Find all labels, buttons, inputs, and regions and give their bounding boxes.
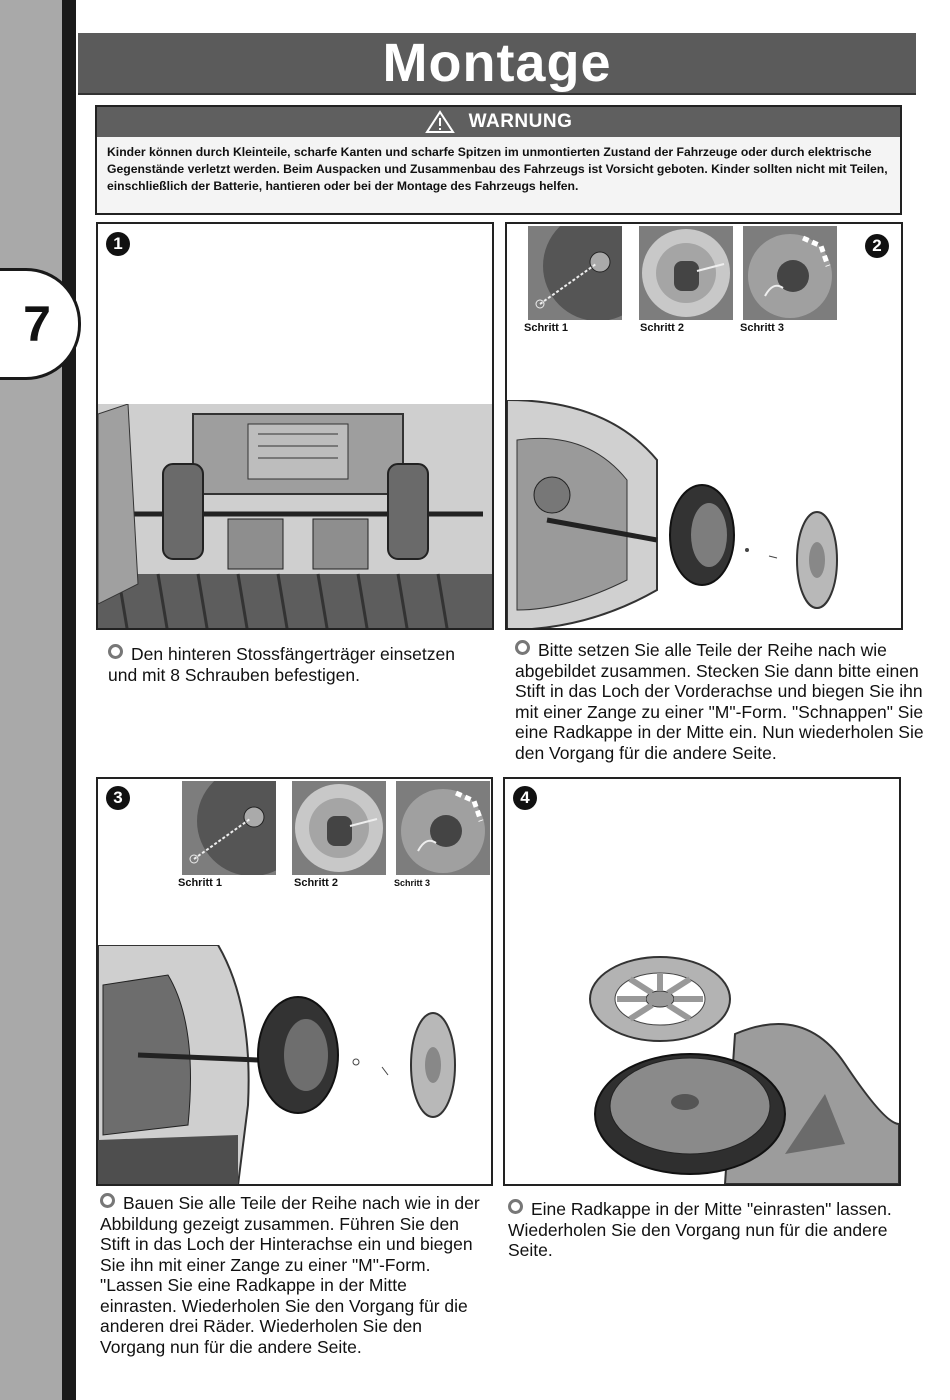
step-2-caption bbox=[515, 640, 925, 763]
step-1-caption bbox=[108, 644, 478, 685]
bullet-circle-icon bbox=[100, 1193, 115, 1208]
step-2-badge: 2 bbox=[865, 234, 889, 258]
step-1-caption-text: Den hinteren Stossfängerträger einsetzen und mit 8 Schrauben befestigen. bbox=[108, 644, 455, 685]
step-1-badge: 1 bbox=[106, 232, 130, 256]
step-3-badge: 3 bbox=[106, 786, 130, 810]
step-3-substep-2-image bbox=[292, 781, 386, 875]
warning-text: Kinder können durch Kleinteile, scharfe Kanten und scharfe Spitzen im unmontierten Zustand der Fahrzeuge oder durch elektrische Gegenstände verletzt werden. Beim Auspacken und Zusammenbau des Fahrzeugs ist Vorsicht geboten. Kinder sollten nicht mit Teilen, einschließlich der Batterie, hantieren oder bei der Montage des Fahrzeugs helfen. bbox=[107, 145, 888, 193]
step-2-substep-3-image bbox=[743, 226, 837, 320]
step-3-panel bbox=[96, 777, 493, 1186]
step-2-substep-1-label: Schritt 1 bbox=[524, 322, 569, 334]
step-3-substep-3-label: Schritt 3 bbox=[394, 878, 431, 888]
rear-wheel-illustration bbox=[98, 945, 491, 1185]
step-2-panel bbox=[505, 222, 903, 630]
step-3-substep-2-label: Schritt 2 bbox=[294, 877, 339, 889]
sidebar-edge bbox=[62, 0, 76, 1400]
step-4-panel bbox=[503, 777, 901, 1186]
front-wheel-illustration bbox=[507, 400, 901, 630]
bullet-circle-icon bbox=[108, 644, 123, 659]
step-2-substep-2-image bbox=[639, 226, 733, 320]
rear-bumper-illustration bbox=[98, 404, 492, 630]
warning-box bbox=[95, 105, 902, 215]
step-4-caption bbox=[508, 1199, 893, 1261]
step-3-caption bbox=[100, 1193, 480, 1357]
step-2-substep-2-label: Schritt 2 bbox=[640, 322, 685, 334]
step-4-caption-text: Eine Radkappe in der Mitte "einrasten" lassen. Wiederholen Sie den Vorgang nun für die andere Seite. bbox=[508, 1199, 892, 1260]
page-title: Montage bbox=[382, 33, 612, 93]
step-2-caption-text: Bitte setzen Sie alle Teile der Reihe nach wie abgebildet zusammen. Stecken Sie dann bitte einen Stift in das Loch der Vorderachse und biegen Sie ihn mit einer Zange zu einer "M"-Form. "Schnappen" Sie eine Radkappe in der Mitte ein. Nun wiederholen Sie den Vorgang für die andere Seite. bbox=[515, 640, 924, 763]
warning-title: WARNUNG bbox=[468, 111, 573, 132]
title-bar bbox=[78, 33, 916, 95]
step-2-substep-3-label: Schritt 3 bbox=[740, 322, 785, 334]
step-3-substep-1-image bbox=[182, 781, 276, 875]
step-1-panel bbox=[96, 222, 494, 630]
bullet-circle-icon bbox=[508, 1199, 523, 1214]
step-4-badge: 4 bbox=[513, 786, 537, 810]
warning-header bbox=[97, 107, 900, 137]
step-3-substep-1-label: Schritt 1 bbox=[178, 877, 223, 889]
page-number: 7 bbox=[23, 296, 51, 352]
step-2-substep-1-image bbox=[528, 226, 622, 320]
bullet-circle-icon bbox=[515, 640, 530, 655]
step-3-caption-text: Bauen Sie alle Teile der Reihe nach wie in der Abbildung gezeigt zusammen. Führen Sie den Stift in das Loch der Hinterachse ein und biegen Sie ihn mit einer Zange zu einer "M"-Form. "Lassen Sie eine Radkappe in der Mitte einrasten. Wiederholen Sie den Vorgang für die anderen drei Räder. Wiederholen Sie den Vorgang nun für die andere Seite. bbox=[100, 1193, 480, 1357]
step-3-substep-3-image bbox=[396, 781, 490, 875]
warning-triangle-icon bbox=[425, 110, 455, 134]
page-sidebar bbox=[0, 0, 62, 1400]
hubcap-snap-illustration bbox=[505, 954, 899, 1184]
